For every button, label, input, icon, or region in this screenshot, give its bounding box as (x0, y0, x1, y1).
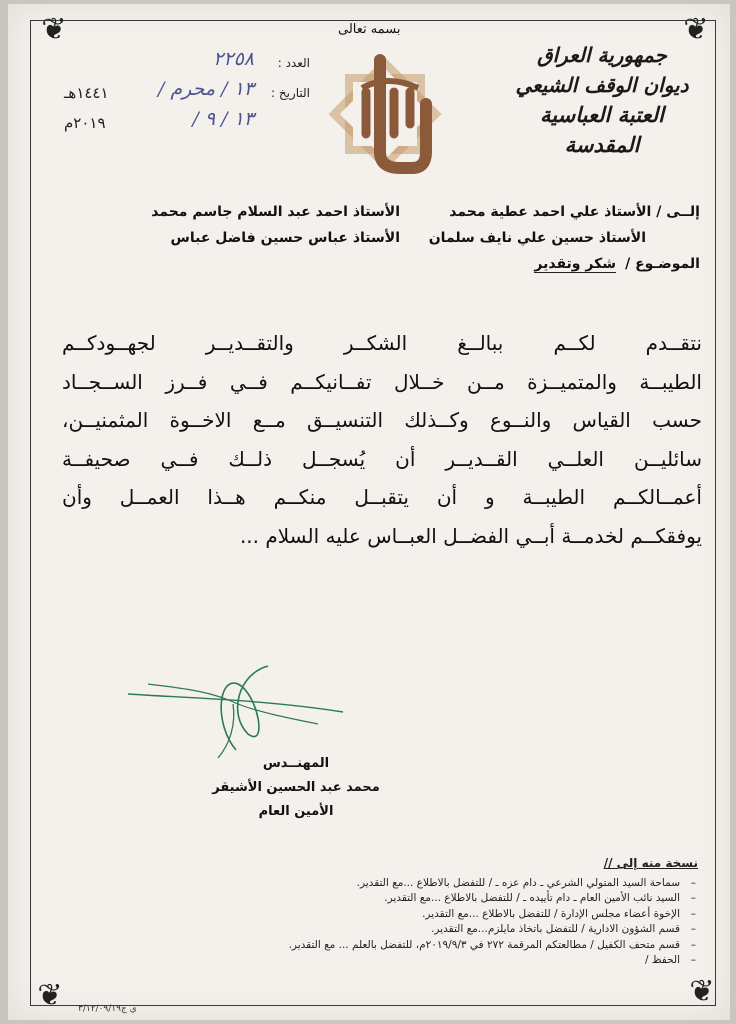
signatory-block (196, 752, 396, 824)
hijri-date-value: ١٣ / محرم / (157, 78, 254, 100)
gregorian-date-row (64, 108, 310, 138)
hijri-date-row (64, 78, 310, 108)
copy-item: – سماحة السيد المتولي الشرعي ـ دام عزه ـ / للتفضل بالاطلاع ...مع التقدير. (38, 876, 680, 892)
copy-item: – السيد نائب الأمين العام ـ دام تأييده ـ / للتفضل بالاطلاع ...مع التقدير. (38, 891, 680, 907)
corner-ornament-bottom-left-icon: ❦ (37, 978, 63, 1013)
recipients-block (100, 204, 700, 282)
number-value: ٢٢٥٨ (213, 48, 254, 70)
copies-section (38, 856, 698, 969)
corner-ornament-top-right-icon: ❦ (683, 12, 709, 47)
copies-list (38, 876, 698, 969)
gregorian-year: ٢٠١٩م (64, 114, 106, 132)
date-label: التاريخ : (270, 86, 310, 100)
gregorian-date-value: ١٣ / ٩ / (192, 108, 254, 130)
number-row (120, 48, 310, 78)
recipient-2: الأستاذ احمد عبد السلام جاسم محمد (151, 204, 400, 220)
header-line-republic: جمهورية العراق (537, 43, 667, 67)
body-line: أعمــالكــم الطيبــة و أن يتقبــل منكــم هــذا العمــل وأن (62, 485, 702, 509)
copy-item: – الحفظ / (38, 953, 680, 969)
letter-meta (64, 48, 310, 138)
body-line: نتقــدم لكــم ببالــغ الشكــر والتقــديــر لجهــودكــم (62, 331, 702, 355)
copy-item: – قسم متحف الكفيل / مطالعتكم المرقمة ٢٧٢ في ٢٠١٩/٩/٣م، للتفضل بالعلم ... مع التقدير. (38, 938, 680, 954)
footer-reference-code: ي ج٣/١٢/٠٩/١٩ (78, 1004, 137, 1014)
subject-label: الموضـوع / (625, 256, 700, 272)
signatory-name: محمد عبد الحسين الأشيقر (212, 780, 380, 795)
body-line: يوفقكــم لخدمــة أبــي الفضــل العبــاس عليه السلام ... (239, 523, 702, 548)
copy-item: – الإخوة أعضاء مجلس الإدارة / للتفضل بالاطلاع ...مع التقدير. (38, 907, 680, 923)
corner-ornament-bottom-right-icon: ❦ (689, 974, 715, 1009)
signatory-position: الأمين العام (258, 804, 334, 819)
copies-title: نسخة منه إلى // (603, 856, 698, 870)
recipient-3: الأستاذ حسين علي نايف سلمان (428, 230, 646, 246)
letter-body (62, 324, 702, 555)
copy-item: – قسم الشؤون الادارية / للتفضل باتخاذ مايلزم...مع التقدير. (38, 922, 680, 938)
number-label: العدد : (277, 56, 310, 70)
hijri-year: ١٤٤١هـ (64, 84, 109, 102)
header-line-shrine: العتبة العباسية المقدسة (540, 102, 664, 157)
letter-page (8, 4, 730, 1020)
handwritten-signature-icon (118, 654, 348, 764)
institution-header (502, 40, 702, 160)
recipient-4: الأستاذ عباس حسين فاضل عباس (170, 230, 400, 246)
basmala: بسمه تعالى (338, 22, 401, 37)
recipients-row-1 (100, 204, 700, 230)
recipients-row-2 (100, 230, 700, 256)
signatory-title: المهنــدس (262, 756, 330, 771)
shrine-logo-icon (326, 44, 444, 184)
header-line-diwan: ديوان الوقف الشيعي (515, 73, 689, 97)
recipient-1: إلــى / الأستاذ علي احمد عطية محمد (449, 204, 700, 220)
subject-value: شكر وتقدير (534, 256, 616, 272)
body-line: الطيبــة والمتميــزة مــن خــلال تفــانيكــم فــي فــرز الســجــاد (62, 369, 702, 394)
body-line: سائليــن العلــي القــديــر أن يُسجــل ذلــك فــي صحيفــة (62, 446, 702, 471)
body-line: حسب القياس والنــوع وكــذلك التنسيــق مــع الاخــوة المثمنيــن، (62, 408, 702, 432)
subject-row (100, 256, 700, 282)
corner-ornament-top-left-icon: ❦ (41, 12, 67, 47)
